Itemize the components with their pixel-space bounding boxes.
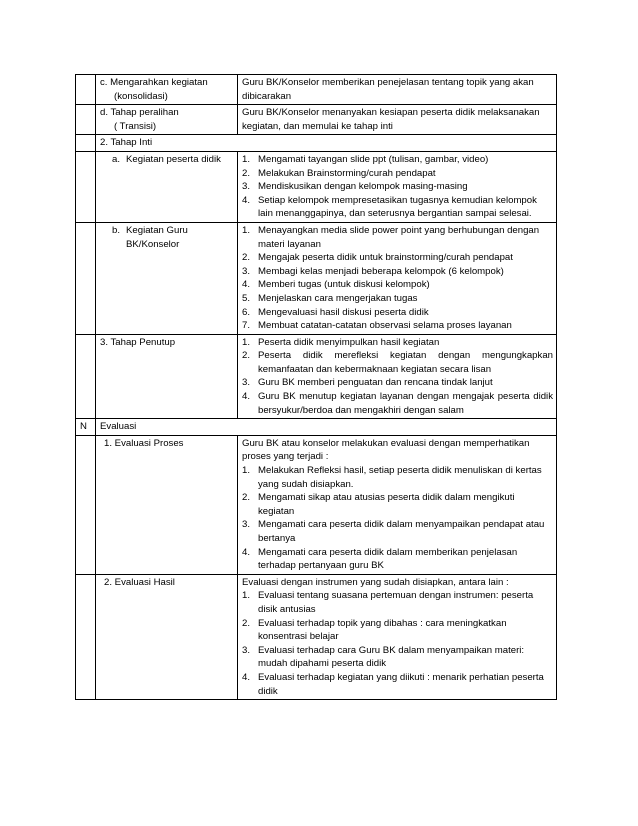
list-item	[242, 167, 553, 181]
section-label: 2. Tahap Inti	[100, 137, 153, 149]
description-cell	[238, 334, 557, 419]
item-text: Setiap kelompok mempresetasikan tugasnya kemudian kelompok lain menanggapinya, dan seterusnya bergantian sampai selesai.	[258, 194, 537, 220]
list-item	[242, 464, 553, 491]
item-text: Mengajak peserta didik untuk brainstorming/curah pendapat	[258, 252, 513, 264]
item-number: 4.	[242, 391, 251, 403]
item-text: Evaluasi terhadap topik yang dibahas : cara meningkatkan konsentrasi belajar	[258, 617, 507, 643]
item-text: Peserta didik merefleksi kegiatan dengan mengungkapkan kemanfaatan dan kebermaknaan kegiatan secara lisan	[258, 350, 553, 375]
list-item	[242, 644, 553, 671]
description-cell	[238, 574, 557, 699]
activity-cell	[96, 75, 238, 105]
numbered-list	[242, 336, 553, 418]
activity-label: Kegiatan peserta didik	[126, 153, 221, 165]
description-cell	[238, 105, 557, 135]
item-text: Mengamati cara peserta didik dalam menyampaikan pendapat atau bertanya	[258, 519, 545, 544]
item-text: Mengamati cara peserta didik dalam memberikan penjelasan terhadap pertanyaan guru BK	[258, 546, 518, 572]
list-item	[242, 546, 553, 573]
item-letter: b.	[112, 224, 121, 236]
item-number: 2.	[242, 252, 251, 264]
marker-cell	[76, 75, 96, 105]
marker-cell	[76, 222, 96, 334]
item-text: Mengevaluasi hasil diskusi peserta didik	[258, 306, 429, 318]
list-item	[242, 336, 553, 350]
description-cell	[238, 222, 557, 334]
list-item	[242, 390, 553, 417]
item-text: Mengamati sikap atau atusias peserta didik dalam mengikuti kegiatan	[258, 492, 515, 517]
item-number: 3.	[242, 644, 251, 656]
list-item	[242, 278, 553, 292]
marker-cell	[76, 135, 96, 152]
activity-label: d. Tahap peralihan	[100, 107, 179, 119]
list-item	[242, 251, 553, 265]
item-number: 3.	[242, 519, 251, 531]
item-number: 1.	[242, 336, 251, 348]
activity-label: Kegiatan Guru BK/Konselor	[126, 224, 188, 250]
numbered-list	[242, 153, 553, 221]
section-label: Evaluasi	[100, 421, 137, 433]
item-text: Guru BK menutup kegiatan layanan dengan mengajak peserta didik bersyukur/berdoa dan mengakhiri dengan salam	[258, 391, 553, 416]
list-item	[242, 153, 553, 167]
table-row	[76, 222, 557, 334]
list-item	[242, 518, 553, 545]
activity-label: 1. Evaluasi Proses	[104, 437, 184, 449]
list-item	[242, 349, 553, 376]
table-row	[76, 75, 557, 105]
item-number: 4.	[242, 194, 251, 206]
item-text: Evaluasi terhadap cara Guru BK dalam menyampaikan materi: mudah dipahami peserta didik	[258, 644, 525, 670]
item-text: Menayangkan media slide power point yang berhubungan dengan materi layanan	[258, 224, 540, 250]
activity-label-sub: ( Transisi)	[114, 120, 157, 132]
description-cell	[238, 151, 557, 222]
item-number: 7.	[242, 320, 251, 332]
marker-cell	[76, 105, 96, 135]
item-number: 4.	[242, 546, 251, 558]
marker-cell	[76, 419, 96, 436]
table-row	[76, 334, 557, 419]
item-number: 4.	[242, 279, 251, 291]
activity-cell	[96, 574, 238, 699]
list-item	[242, 376, 553, 390]
section-cell	[96, 135, 557, 152]
item-number: 4.	[242, 671, 251, 683]
lesson-plan-table	[75, 74, 557, 700]
activity-label-sub: (konsolidasi)	[114, 90, 168, 102]
list-item	[242, 265, 553, 279]
item-number: 3.	[242, 265, 251, 277]
table-row	[76, 151, 557, 222]
item-text: Mendiskusikan dengan kelompok masing-masing	[258, 181, 468, 193]
item-number: 2.	[242, 492, 251, 504]
list-item	[242, 617, 553, 644]
marker-cell	[76, 574, 96, 699]
item-text: Memberi tugas (untuk diskusi kelompok)	[258, 279, 430, 291]
item-number: 1.	[242, 224, 251, 236]
list-item	[242, 180, 553, 194]
item-number: 2.	[242, 617, 251, 629]
table-row	[76, 105, 557, 135]
activity-cell	[96, 105, 238, 135]
list-item	[242, 589, 553, 616]
table-row	[76, 574, 557, 699]
table-row	[76, 435, 557, 574]
list-item	[242, 194, 553, 221]
table-row	[76, 135, 557, 152]
item-text: Mengamati tayangan slide ppt (tulisan, gambar, video)	[258, 153, 489, 165]
item-number: 1.	[242, 465, 251, 477]
list-item	[242, 319, 553, 333]
activity-cell	[96, 151, 238, 222]
item-number: 2.	[242, 167, 251, 179]
numbered-list	[242, 589, 553, 698]
description-intro: Guru BK atau konselor melakukan evaluasi dengan memperhatikan proses yang terjadi :	[242, 437, 530, 463]
item-text: Guru BK memberi penguatan dan rencana tindak lanjut	[258, 377, 493, 389]
description-cell	[238, 75, 557, 105]
description-intro: Evaluasi dengan instrumen yang sudah disiapkan, antara lain :	[242, 576, 509, 588]
item-number: 3.	[242, 181, 251, 193]
item-text: Melakukan Refleksi hasil, setiap peserta didik menuliskan di kertas yang sudah disiapkan.	[258, 465, 542, 490]
activity-cell	[96, 334, 238, 419]
item-number: 2.	[242, 350, 251, 362]
description-cell	[238, 435, 557, 574]
marker-cell	[76, 151, 96, 222]
numbered-list	[242, 464, 553, 573]
item-number: 1.	[242, 590, 251, 602]
item-number: 1.	[242, 153, 251, 165]
item-letter: a.	[112, 153, 121, 165]
description-text: Guru BK/Konselor memberikan penejelasan tentang topik yang akan dibicarakan	[242, 77, 534, 102]
activity-label: 3. Tahap Penutup	[100, 336, 176, 348]
section-cell	[96, 419, 557, 436]
table-row	[76, 419, 557, 436]
item-text: Peserta didik menyimpulkan hasil kegiatan	[258, 336, 440, 348]
section-marker: N	[80, 421, 87, 433]
item-number: 3.	[242, 377, 251, 389]
activity-label: c. Mengarahkan kegiatan	[100, 77, 208, 88]
item-text: Menjelaskan cara mengerjakan tugas	[258, 292, 418, 304]
list-item	[242, 671, 553, 698]
item-text: Evaluasi terhadap kegiatan yang diikuti : menarik perhatian peserta didik	[258, 671, 544, 697]
activity-cell	[96, 222, 238, 334]
activity-label: 2. Evaluasi Hasil	[104, 576, 175, 588]
item-text: Evaluasi tentang suasana pertemuan dengan instrumen: peserta disik antusias	[258, 590, 534, 615]
item-text: Membagi kelas menjadi beberapa kelompok (6 kelompok)	[258, 265, 504, 277]
description-text: Guru BK/Konselor menanyakan kesiapan peserta didik melaksanakan kegiatan, dan memulai ke tahap inti	[242, 107, 540, 132]
list-item	[242, 292, 553, 306]
list-item	[242, 224, 553, 251]
list-item	[242, 306, 553, 320]
numbered-list	[242, 224, 553, 333]
item-text: Melakukan Brainstorming/curah pendapat	[258, 167, 436, 179]
activity-cell	[96, 435, 238, 574]
item-text: Membuat catatan-catatan observasi selama proses layanan	[258, 320, 512, 332]
marker-cell	[76, 334, 96, 419]
item-number: 5.	[242, 292, 251, 304]
marker-cell	[76, 435, 96, 574]
list-item	[242, 491, 553, 518]
item-number: 6.	[242, 306, 251, 318]
